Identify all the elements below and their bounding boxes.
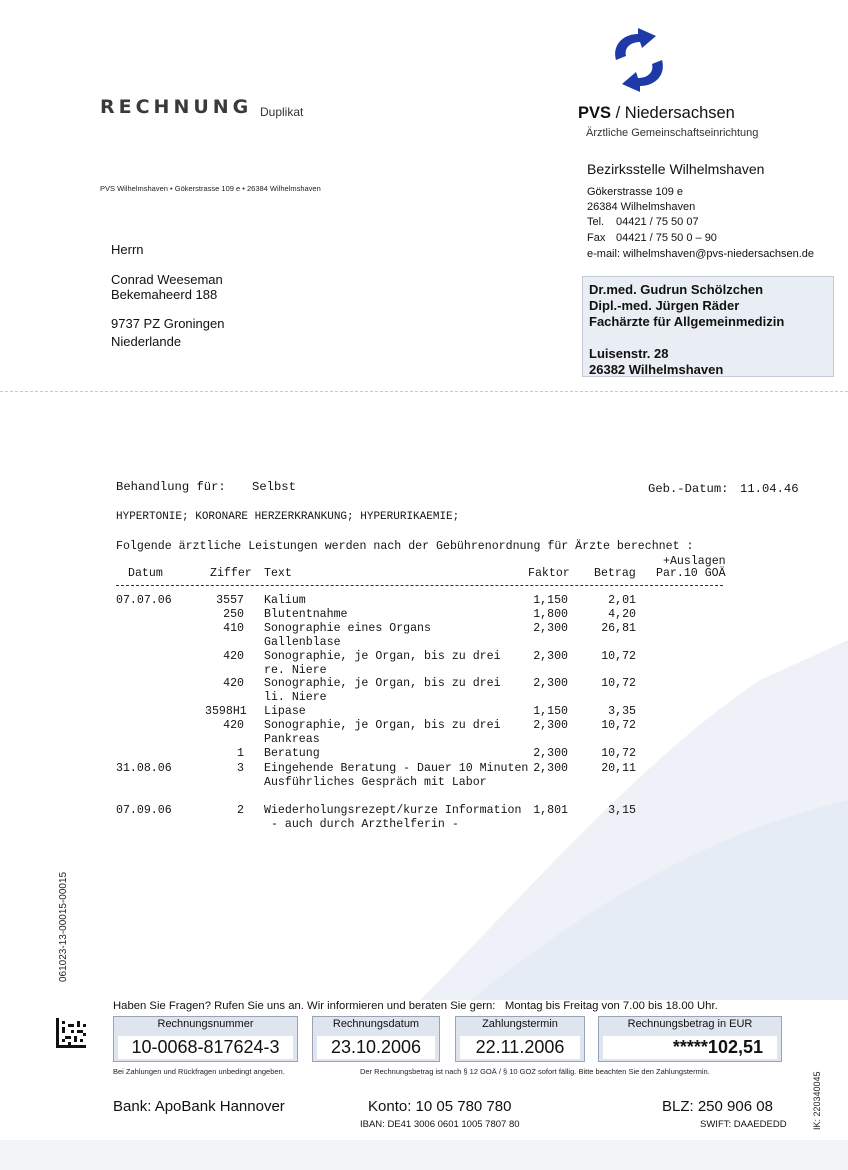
due-date-label: Zahlungstermin <box>482 1018 558 1030</box>
row-text: Gallenblase <box>264 635 341 649</box>
org-brand: PVS <box>578 104 612 122</box>
row-date: 07.09.06 <box>116 803 172 817</box>
row-faktor: 2,300 <box>533 621 568 635</box>
row-text: Wiederholungsrezept/kurze Information <box>264 803 522 817</box>
row-text: Blutentnahme <box>264 607 348 621</box>
birth-date-label: Geb.-Datum: <box>648 482 729 496</box>
invoice-number-label: Rechnungsnummer <box>157 1018 254 1030</box>
office-tel <box>587 216 699 228</box>
invoice-amount-value: *****102,51 <box>603 1036 777 1059</box>
payment-reference-note: Bei Zahlungen und Rückfragen unbedingt angeben. <box>113 1067 285 1076</box>
treatment-value: Selbst <box>252 480 296 494</box>
fax-label: Fax <box>587 232 606 244</box>
due-date-box <box>455 1016 585 1062</box>
header-auslagen-2: Par.10 GOÄ <box>656 567 726 580</box>
row-ziffer: 420 <box>223 719 244 733</box>
row-ziffer: 3598H1 <box>205 705 247 719</box>
row-betrag: 4,20 <box>608 607 636 621</box>
row-text: Sonographie, je Organ, bis zu drei <box>264 649 501 663</box>
fax-value: 04421 / 75 50 0 – 90 <box>616 232 717 244</box>
header-text: Text <box>264 567 292 580</box>
row-ziffer: 3 <box>237 761 244 775</box>
fee-intro: Folgende ärztliche Leistungen werden nach der Gebührenordnung für Ärzte berechnet : <box>116 540 694 553</box>
doctor-box <box>582 276 834 377</box>
sender-line: PVS Wilhelmshaven • Gökerstrasse 109 e • 26384 Wilhelmshaven <box>100 184 321 193</box>
invoice-amount-box <box>598 1016 782 1062</box>
fold-separator <box>0 391 848 392</box>
data-matrix-code-icon <box>56 1018 86 1048</box>
row-faktor: 2,300 <box>533 719 568 733</box>
diagnosis: HYPERTONIE; KORONARE HERZERKRANKUNG; HYPERURIKAEMIE; <box>116 511 460 523</box>
invoice-number-box <box>113 1016 298 1062</box>
row-ziffer: 1 <box>237 746 244 760</box>
invoice-amount-label: Rechnungsbetrag in EUR <box>627 1018 753 1030</box>
doctor-line-2: Dipl.-med. Jürgen Räder <box>589 298 740 313</box>
row-date: 07.07.06 <box>116 594 172 607</box>
row-betrag: 10,72 <box>601 746 636 760</box>
row-text: Pankreas <box>264 733 320 746</box>
invoice-date-label: Rechnungsdatum <box>332 1018 420 1030</box>
row-betrag: 26,81 <box>601 621 636 635</box>
org-subtitle: Ärztliche Gemeinschaftseinrichtung <box>586 127 759 139</box>
org-region: / Niedersachsen <box>611 104 735 122</box>
invoice-number-value: 10-0068-817624-3 <box>118 1036 293 1059</box>
row-faktor: 2,300 <box>533 761 568 775</box>
office-street: Gökerstrasse 109 e <box>587 186 683 198</box>
row-faktor: 2,300 <box>533 649 568 663</box>
side-document-code: 061023-13-00015-00015 <box>58 871 69 982</box>
pvs-logo-icon <box>608 28 670 92</box>
row-betrag: 2,01 <box>608 594 636 607</box>
tel-value: 04421 / 75 50 07 <box>616 216 699 228</box>
recipient-city: 9737 PZ Groningen <box>111 316 225 331</box>
header-ziffer: Ziffer <box>210 567 252 580</box>
bank-account: Konto: 10 05 780 780 <box>368 1098 512 1115</box>
bank-name: Bank: ApoBank Hannover <box>113 1098 285 1115</box>
bank-iban: IBAN: DE41 3006 0601 1005 7807 80 <box>360 1119 520 1130</box>
doctor-city: 26382 Wilhelmshaven <box>589 362 724 377</box>
row-ziffer: 3557 <box>216 594 244 607</box>
row-faktor: 1,150 <box>533 705 568 719</box>
row-faktor: 2,300 <box>533 677 568 691</box>
bank-swift: SWIFT: DAAEDEDD <box>700 1119 787 1130</box>
invoice-date-box <box>312 1016 440 1062</box>
footer-hours: Montag bis Freitag von 7.00 bis 18.00 Uhr. <box>504 1000 718 1012</box>
row-text: Sonographie eines Organs <box>264 621 431 635</box>
row-faktor: 1,801 <box>533 803 568 817</box>
invoice-duplicate-label: Duplikat <box>260 105 304 119</box>
org-name <box>578 104 735 123</box>
row-text: Ausführliches Gespräch mit Labor <box>264 775 487 789</box>
header-auslagen-1: +Auslagen <box>663 555 726 568</box>
header-betrag: Betrag <box>594 567 636 580</box>
table-header-rule <box>116 585 723 586</box>
recipient-salutation: Herrn <box>111 242 144 257</box>
row-betrag: 3,35 <box>608 705 636 719</box>
recipient-name: Conrad Weeseman <box>111 272 223 287</box>
row-ziffer: 410 <box>223 621 244 635</box>
row-ziffer: 420 <box>223 677 244 691</box>
tel-label: Tel. <box>587 216 605 228</box>
recipient-country: Niederlande <box>111 334 182 349</box>
recipient-street: Bekemaheerd 188 <box>111 287 218 302</box>
row-date: 31.08.06 <box>116 761 172 775</box>
office-email: e-mail: wilhelmshaven@pvs-niedersachsen.de <box>587 248 814 260</box>
doctor-street: Luisenstr. 28 <box>589 346 669 361</box>
ik-number: IK: 220340045 <box>812 1071 822 1130</box>
office-name: Bezirksstelle Wilhelmshaven <box>587 161 765 177</box>
row-text: Beratung <box>264 746 320 760</box>
invoice-date-value: 23.10.2006 <box>317 1036 435 1059</box>
bank-blz: BLZ: 250 906 08 <box>662 1098 773 1115</box>
birth-date-value: 11.04.46 <box>740 482 799 496</box>
row-betrag: 3,15 <box>608 803 636 817</box>
row-ziffer: 250 <box>223 607 244 621</box>
footer-question-line <box>113 1000 718 1012</box>
row-text: Sonographie, je Organ, bis zu drei <box>264 677 501 691</box>
office-fax <box>587 232 717 244</box>
invoice-title: RECHNUNG <box>100 96 253 118</box>
due-date-value: 22.11.2006 <box>460 1036 580 1059</box>
office-city: 26384 Wilhelmshaven <box>587 201 696 213</box>
row-betrag: 10,72 <box>601 677 636 691</box>
row-text: Sonographie, je Organ, bis zu drei <box>264 719 501 733</box>
row-betrag: 10,72 <box>601 719 636 733</box>
row-faktor: 1,150 <box>533 594 568 607</box>
row-betrag: 10,72 <box>601 649 636 663</box>
doctor-line-3: Fachärzte für Allgemeinmedizin <box>589 314 785 329</box>
footer-question: Haben Sie Fragen? Rufen Sie uns an. Wir informieren und beraten Sie gern: <box>113 1000 496 1012</box>
row-ziffer: 420 <box>223 649 244 663</box>
row-text: li. Niere <box>264 691 327 705</box>
header-datum: Datum <box>128 567 163 580</box>
row-text: re. Niere <box>264 663 327 677</box>
row-text: Eingehende Beratung - Dauer 10 Minuten <box>264 761 529 775</box>
row-faktor: 1,800 <box>533 607 568 621</box>
treatment-label: Behandlung für: <box>116 480 226 494</box>
row-betrag: 20,11 <box>601 761 636 775</box>
row-text: Kalium <box>264 594 306 607</box>
row-text: - auch durch Arzthelferin - <box>264 817 459 831</box>
row-ziffer: 2 <box>237 803 244 817</box>
payment-terms-note: Der Rechnungsbetrag ist nach § 12 GOÄ / § 10 GOZ sofort fällig. Bitte beachten Sie den Zahlungstermin. <box>360 1067 710 1076</box>
doctor-line-1: Dr.med. Gudrun Schölzchen <box>589 282 764 297</box>
row-faktor: 2,300 <box>533 746 568 760</box>
header-faktor: Faktor <box>528 567 570 580</box>
row-text: Lipase <box>264 705 306 719</box>
